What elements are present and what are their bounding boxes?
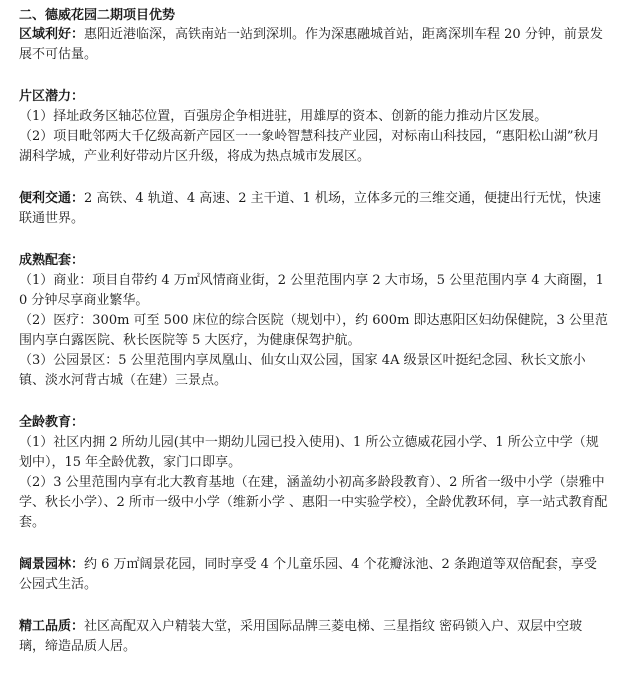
quality-text: 社区高配双入户精装大堂，采用国际品牌三菱电梯、三星指纹 密码锁入户、双层中空玻璃，缔造品质人居。 <box>19 619 583 654</box>
section-quality <box>19 617 608 657</box>
amenities-label: 成熟配套： <box>19 253 85 268</box>
spacer <box>19 65 608 87</box>
spacer <box>19 167 608 189</box>
education-item-1: （1）社区内拥 2 所幼儿园(其中一期幼儿园已投入使用)、1 所公立德威花园小学、1 所公立中学（规划中），15 年全龄优教，家门口即享。 <box>19 435 599 470</box>
section-garden <box>19 555 608 595</box>
amenities-item-1: （1）商业：项目自带约 4 万㎡风情商业街，2 公里范围内享 2 大市场，5 公里范围内享 4 大商圈，10 分钟尽享商业繁华。 <box>19 273 604 308</box>
spacer <box>19 533 608 555</box>
quality-label: 精工品质： <box>19 619 85 634</box>
transport-label: 便利交通： <box>19 191 85 206</box>
quality-paragraph <box>19 617 608 657</box>
amenities-item-2: （2）医疗：300m 可至 500 床位的综合医院（规划中），约 600m 即达惠阳区妇幼保健院，3 公里范围内享白露医院、秋长医院等 5 大医疗，为健康保驾护航。 <box>19 313 608 348</box>
potential-item-2: （2）项目毗邻两大千亿级高新产园区一一象岭智慧科技产业园，对标南山科技园，“惠阳松山湖”秋月湖科学城，产业利好带动片区升级，将成为热点城市发展区。 <box>19 129 600 164</box>
section-education <box>19 413 608 533</box>
page-title: 二、德威花园二期项目优势 <box>19 8 176 23</box>
section-amenities <box>19 251 608 391</box>
section-potential <box>19 87 608 167</box>
potential-item-1: （1）择址政务区轴芯位置，百强房企争相进驻，用雄厚的资本、创新的能力推动片区发展。 <box>19 109 548 124</box>
garden-paragraph <box>19 555 608 595</box>
transport-paragraph <box>19 189 608 229</box>
spacer <box>19 229 608 251</box>
education-item-2: （2）3 公里范围内享有北大教育基地（在建，涵盖幼小初高多龄段教育）、2 所省一级中小学（崇雅中学、秋长小学）、2 所市一级中小学（维新小学 、惠阳一中实验学校），全龄优教环伺，享一站式教育配套。 <box>19 475 608 530</box>
section-transport <box>19 189 608 229</box>
location-text: 惠阳近港临深，高铁南站一站到深圳。作为深惠融城首站，距离深圳车程 20 分钟，前景发展不可估量。 <box>19 27 603 62</box>
spacer <box>19 595 608 617</box>
potential-label: 片区潜力： <box>19 89 85 104</box>
location-label: 区域利好： <box>19 27 85 42</box>
spacer <box>19 391 608 413</box>
section-location <box>19 25 608 65</box>
transport-text: 2 高铁、4 轨道、4 高速、2 主干道、1 机场，立体多元的三维交通，便捷出行无忧，快速联通世界。 <box>19 191 602 226</box>
garden-text: 约 6 万㎡阔景花园，同时享受 4 个儿童乐园、4 个花瓣泳池、2 条跑道等双倍配套，享受公园式生活。 <box>19 557 597 592</box>
education-label: 全龄教育： <box>19 415 85 430</box>
location-paragraph <box>19 25 608 65</box>
amenities-item-3: （3）公园景区：5 公里范围内享凤凰山、仙女山双公园，国家 4A 级景区叶挺纪念园、秋长文旅小镇、淡水河背古城（在建）三景点。 <box>19 353 586 388</box>
garden-label: 阔景园林： <box>19 557 85 572</box>
